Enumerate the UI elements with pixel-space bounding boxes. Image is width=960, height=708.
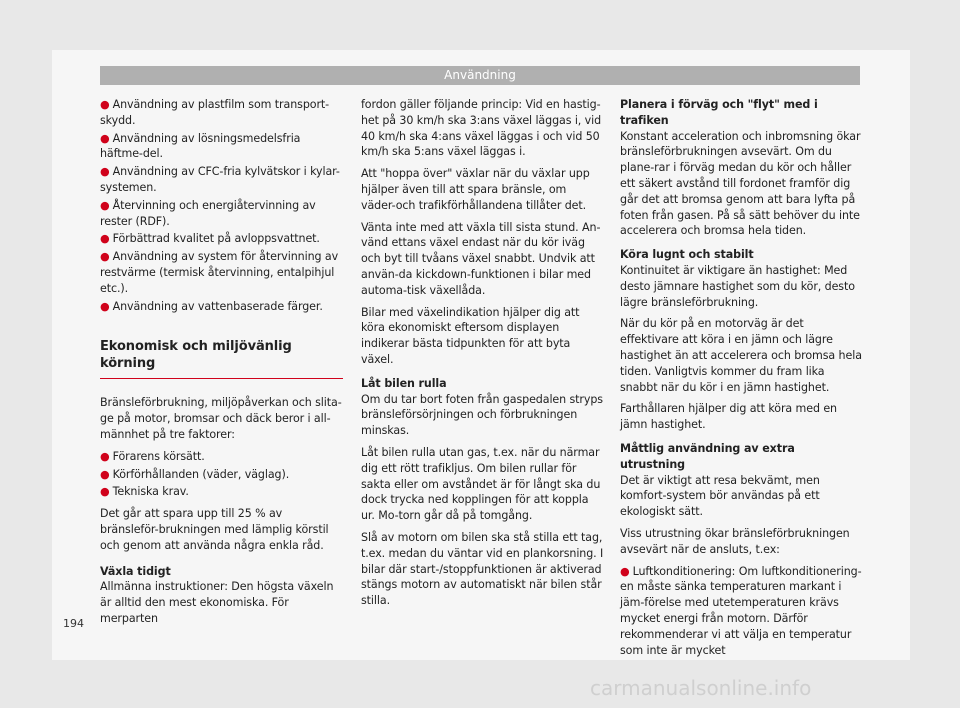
list-item-text: Körförhållanden (väder, väglag).: [112, 467, 290, 481]
watermark: carmanualsonline.info: [590, 676, 812, 700]
list-item-text: Användning av plastfilm som transport-skydd.: [100, 98, 330, 127]
paragraph: Konstant acceleration och inbromsning ökar bränsleförbrukningen avsevärt. Om du plane-rar i förväg medan du kör och håller ett säkert avstånd till fordonet framför dig går det att bromsa genom att bara lyfta på foten från gasen. På så sätt behöver du inte accelerera och bromsa hela tiden.: [620, 129, 861, 238]
bullet-icon: ●: [100, 131, 110, 145]
list-item: [100, 164, 343, 196]
list-item-text: Luftkonditionering: Om luftkonditionering-en måste sänka temperaturen markant i jäm-förelse med utetemperaturen krävs mycket energi från motorn. Därför rekommenderar vi att välja en temperatur som inte är mycket: [620, 564, 862, 657]
paragraph: fordon gäller följande princip: Vid en hastig-het på 30 km/h ska 3:ans växel läggas i, vid 40 km/h ska 4:ans växel läggas i och vid 50 km/h ska 5:ans växel läggas i.: [361, 98, 602, 159]
column-3: [620, 97, 863, 660]
paragraph: När du kör på en motorväg är det effektivare att köra i en jämn och lägre hastighet än att accelerera och bromsa hela tiden. Vanligtvis kommer du fram lika snabbt när du kör i en jämn hastighet.: [620, 317, 862, 394]
bullet-icon: ●: [100, 299, 110, 313]
list-item: [100, 299, 343, 315]
paragraph: Att "hoppa över" växlar när du växlar upp hjälper även till att spara bränsle, om väder-och trafikförhållandena tillåter det.: [361, 167, 590, 212]
list-item: [100, 97, 343, 129]
list-item: [620, 564, 863, 659]
page-number: 194: [63, 617, 84, 630]
bullet-icon: ●: [100, 232, 110, 246]
intro-paragraph: Bränsleförbrukning, miljöpåverkan och slita-ge på motor, bromsar och däck beror i all-männhet på tre faktorer:: [100, 396, 342, 441]
list-item: [100, 449, 343, 465]
bullet-icon: ●: [620, 564, 630, 578]
paragraph: Det är viktigt att resa bekvämt, men komfort-system bör användas på ett ekologiskt sätt.: [620, 473, 820, 519]
list-item: [100, 484, 343, 500]
list-item-text: Förbättrad kvalitet på avloppsvattnet.: [112, 232, 320, 246]
paragraph: Låt bilen rulla utan gas, t.ex. när du närmar dig ett rött trafikljus. Om bilen rullar för sakta eller om avståndet är för långt ska du dock trycka ned kopplingen för att koppla ur. Mo-torn går då på tomgång.: [361, 445, 601, 523]
bullet-icon: ●: [100, 485, 110, 499]
list-item: [100, 131, 343, 163]
paragraph: Vänta inte med att växla till sista stund. An-vänd ettans växel endast när du kör iväg och byt till tvåans växel snabbt. Undvik att använ-da kickdown-funktionen i bilar med automa-tisk växellåda.: [361, 220, 601, 297]
paragraph: Farthållaren hjälper dig att köra med en jämn hastighet.: [620, 402, 837, 432]
list-item: [100, 198, 343, 230]
savings-paragraph: Det går att spara upp till 25 % av bränsleför-brukningen med lämplig körstil och genom att använda några enkla råd.: [100, 507, 329, 552]
paragraph: Om du tar bort foten från gaspedalen stryps bränsleförsörjningen och förbrukningen minskas.: [361, 392, 603, 438]
bullet-icon: ●: [100, 98, 110, 111]
list-item: [100, 467, 343, 483]
bullet-icon: ●: [100, 198, 110, 212]
factor-list: [100, 449, 343, 500]
paragraph: Bilar med växelindikation hjälper dig att köra ekonomiskt eftersom displayen indikerar bästa tidpunkten för att byta växel.: [361, 305, 580, 366]
subheading-calm: Köra lugnt och stabilt: [620, 248, 754, 262]
list-item-text: Användning av lösningsmedelsfria häftme-del.: [100, 131, 301, 161]
section-heading: Ekonomisk och miljövänlig körning: [100, 338, 343, 379]
gear-paragraph: Allmänna instruktioner: Den högsta växeln är alltid den mest ekonomiska. För merparten: [100, 580, 334, 625]
feature-bullet-list: [100, 97, 343, 314]
list-item-text: Tekniska krav.: [112, 485, 189, 499]
bullet-icon: ●: [100, 467, 110, 481]
subheading-equipment: Måttlig användning av extra utrustning: [620, 441, 795, 471]
column-2: [361, 97, 604, 615]
subheading-plan: Planera i förväg och "flyt" med i trafiken: [620, 98, 818, 127]
list-item-text: Återvinning och energiåtervinning av rester (RDF).: [100, 198, 316, 228]
list-item: [100, 249, 343, 296]
bullet-icon: ●: [100, 449, 110, 463]
list-item-text: Förarens körsätt.: [112, 449, 205, 463]
paragraph: Kontinuitet är viktigare än hastighet: Med desto jämnare hastighet som du kör, desto lägre bränsleförbrukning.: [620, 263, 855, 309]
column-1: [100, 97, 343, 633]
list-item-text: Användning av vattenbaserade färger.: [112, 299, 323, 313]
paragraph: Viss utrustning ökar bränsleförbrukningen avsevärt när de ansluts, t.ex:: [620, 526, 850, 556]
list-item-text: Användning av CFC-fria kylvätskor i kylar-systemen.: [100, 165, 340, 194]
paragraph: Slå av motorn om bilen ska stå stilla ett tag, t.ex. medan du väntar vid en plankorsning. I bilar där start-/stoppfunktionen är aktiverad stängs motorn av automatiskt när bilen står stilla.: [361, 530, 604, 608]
bullet-icon: ●: [100, 165, 110, 179]
subheading-coast: Låt bilen rulla: [361, 376, 447, 390]
list-item: [100, 231, 343, 247]
bullet-icon: ●: [100, 250, 110, 264]
subheading-early-shift: Växla tidigt: [100, 564, 171, 578]
section-header: Användning: [100, 66, 860, 85]
list-item-text: Användning av system för återvinning av restvärme (termisk återvinning, entalpihjul etc.).: [100, 250, 339, 295]
